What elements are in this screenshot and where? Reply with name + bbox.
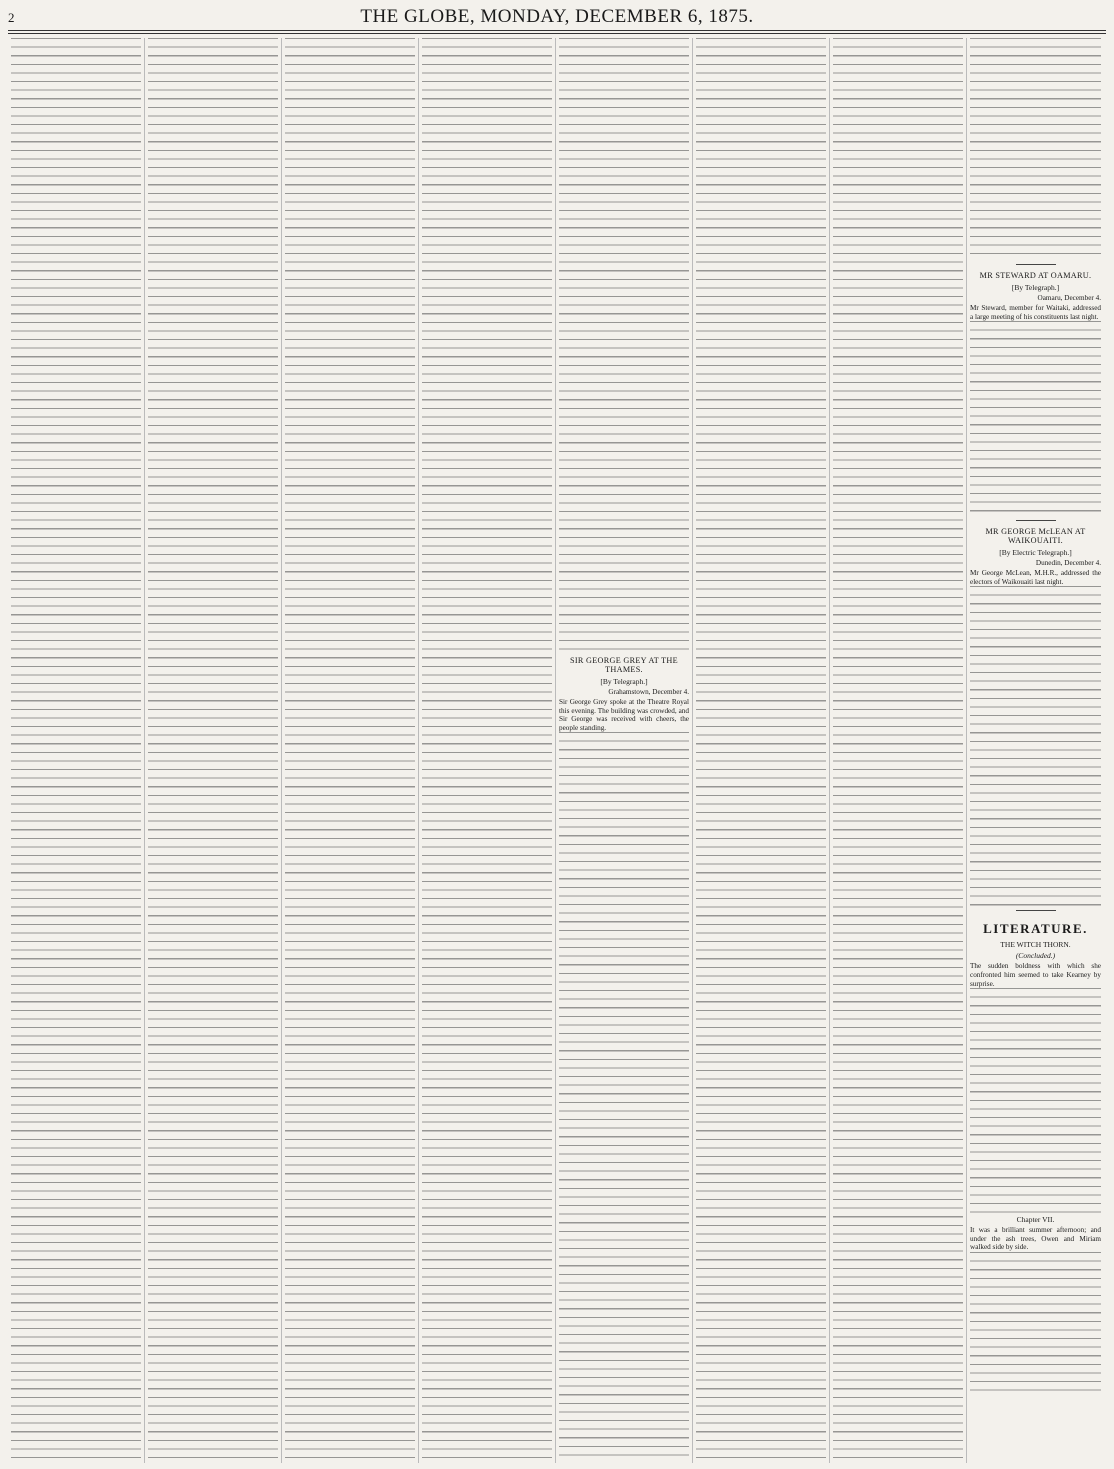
column-2-text-lines (148, 38, 278, 1463)
article-byline-telegraph: [By Telegraph.] (1011, 283, 1060, 292)
article-heading-grey-thames: SIR GEORGE GREY AT THE THAMES. (570, 656, 678, 674)
column-3-text-lines (285, 38, 415, 1463)
header-rule-bottom (8, 33, 1106, 34)
column-5-text-lines-bottom (559, 732, 689, 1463)
page-header (0, 0, 1114, 32)
column-6 (693, 38, 830, 1463)
article-lead-paragraph: Sir George Grey spoke at the Theatre Royal this evening. The building was crowded, and Sir George was received with cheers, the people standing. (559, 698, 689, 732)
story-subtitle: (Concluded.) (1015, 951, 1056, 961)
column-7 (830, 38, 967, 1463)
column-2 (145, 38, 282, 1463)
article-dateline: Dunedin, December 4. (1035, 559, 1101, 568)
article-lead-paragraph: Mr George McLean, M.H.R., addressed the electors of Waikouaiti last night. (970, 569, 1101, 586)
column-1 (8, 38, 145, 1463)
section-divider (1016, 264, 1056, 265)
column-7-text-lines (833, 38, 963, 1463)
article-byline-telegraph: [By Electric Telegraph.] (999, 548, 1072, 558)
article-byline-telegraph: [By Telegraph.] (600, 677, 648, 686)
article-lead-paragraph: Mr Steward, member for Waitaki, addressed a large meeting of his constituents last night. (970, 304, 1101, 321)
article-dateline: Grahamstown, December 4. (608, 688, 689, 696)
column-8-text-lines-5 (970, 1252, 1101, 1392)
newspaper-columns (8, 38, 1106, 1463)
column-8-text-lines-2 (970, 321, 1101, 516)
section-divider (1016, 520, 1056, 521)
column-3 (282, 38, 419, 1463)
column-8 (967, 38, 1104, 1463)
column-8-text-lines-3 (970, 586, 1101, 906)
header-rule-top (8, 30, 1106, 31)
section-divider (1016, 910, 1056, 911)
page-number: 2 (8, 10, 15, 25)
column-1-text-lines (11, 38, 141, 1463)
story-lead-paragraph: The sudden boldness with which she confronted him seemed to take Kearney by surprise. (970, 962, 1101, 988)
article-heading-mclean-waikouaiti: MR GEORGE McLEAN AT WAIKOUAITI. (985, 527, 1086, 546)
literature-heading: LITERATURE. (983, 921, 1088, 937)
column-8-text-lines-1 (970, 38, 1101, 260)
article-dateline: Oamaru, December 4. (1037, 294, 1101, 302)
article-heading-steward-oamaru: MR STEWARD AT OAMARU. (979, 271, 1092, 280)
newspaper-masthead: THE GLOBE, MONDAY, DECEMBER 6, 1875. (360, 6, 754, 27)
chapter-lead-paragraph: It was a brilliant summer afternoon; and under the ash trees, Owen and Miriam walked side by side. (970, 1226, 1101, 1252)
column-4-text-lines (422, 38, 552, 1463)
story-title: THE WITCH THORN. (1000, 940, 1071, 950)
column-5 (556, 38, 693, 1463)
chapter-heading: Chapter VII. (1016, 1215, 1055, 1225)
column-4 (419, 38, 556, 1463)
column-6-text-lines (696, 38, 826, 1463)
column-5-text-lines-top (559, 38, 689, 650)
column-8-text-lines-4 (970, 988, 1101, 1213)
